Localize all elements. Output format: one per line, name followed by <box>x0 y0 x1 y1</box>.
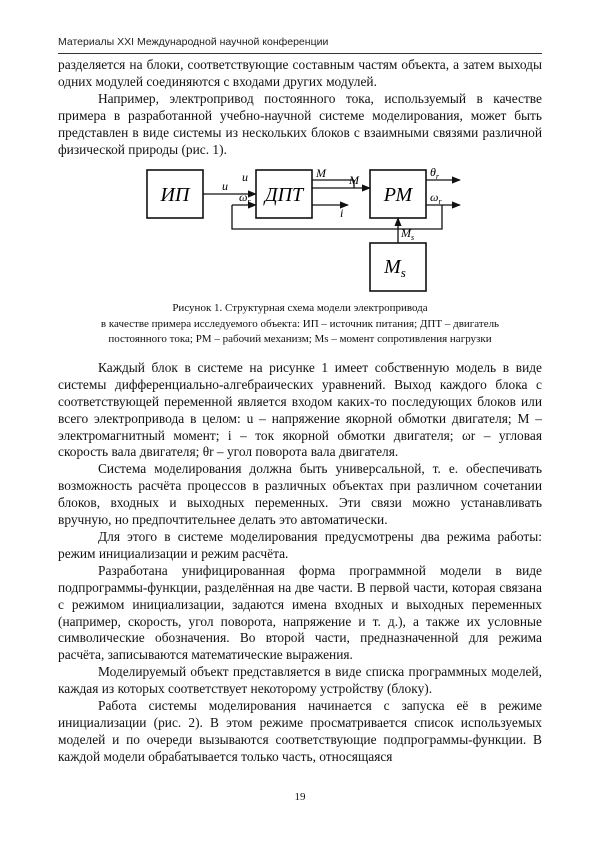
page-body <box>58 57 542 766</box>
block-ip-label: ИП <box>160 184 190 207</box>
paragraph-1: разделяется на блоки, соответствующие составным частям объекта, а затем выходы одних модулей соединяются с входами других модулей. <box>58 57 542 89</box>
running-header: Материалы XXI Международной научной конференции <box>58 36 329 48</box>
block-rm-label: РМ <box>383 184 413 207</box>
block-dpt-label: ДПТ <box>264 184 304 207</box>
caption-line-1: Рисунок 1. Структурная схема модели электропривода <box>172 302 428 315</box>
paragraph-5: Для этого в системе моделирования предусмотрены два режима работы: режим инициализации и режим расчёта. <box>58 529 542 561</box>
page-number: 19 <box>294 791 306 803</box>
block-ms-label: $M_s$ <box>384 256 406 281</box>
caption-line-3: постоянного тока; РМ – рабочий механизм; Ms – момент сопротивления нагрузки <box>108 333 492 346</box>
signal-ms-label: $M_s$ <box>401 226 415 243</box>
caption-line-2: в качестве примера исследуемого объекта: ИП – источник питания; ДПТ – двигатель <box>100 317 500 330</box>
signal-m-label-1: M <box>316 166 326 181</box>
signal-u-label-1: u <box>222 179 228 194</box>
paragraph-7: Моделируемый объект представляется в виде списка программных моделей, каждая из которых соответствует некоторому устройству (блоку). <box>58 664 542 697</box>
signal-u-label-2: u <box>242 170 248 185</box>
paragraph-6: Разработана унифицированная форма программной модели в виде подпрограммы-функции, разделённая на две части. В первой части, которая связана с режимом инициализации, задаются имена входных и выходных переменных (например, скорость, угол поворота, напряжение и т. д.), а также их условные символические обозначения. Во второй части, предназначенной для режима расчёта, записываются математические выражения. <box>58 562 542 663</box>
paragraph-4: Система моделирования должна быть универсальной, т. е. обеспечивать возможность расчёта процессов в различных объектах при различном сочетании блоков, входных и выходных переменных. Эти связи можно устанавливать вручную, но предпочтительнее делать это автоматически. <box>58 461 542 528</box>
signal-m-label-2: M <box>349 173 359 188</box>
signal-theta-out-label: $\theta_r$ <box>430 165 440 182</box>
header-rule <box>58 53 542 54</box>
signal-omega-out-label: $\omega_r$ <box>430 190 442 207</box>
paragraph-8: Работа системы моделирования начинается с запуска её в режиме инициализации (рис. 2). В этом режиме просматривается список используемых моделей и по очереди вызываются соответствующие подпрограммы-функции. В каждой модели обрабатывается только часть, относящаяся <box>58 698 542 764</box>
paragraph-2: Например, электропривод постоянного тока, используемый в качестве примера в разработанной учебно-научной системе моделирования, может быть представлен в виде системы из нескольких блоков с взаимными связями различной физической природы (рис. 1). <box>58 90 542 157</box>
figure-1-caption <box>58 301 542 348</box>
figure-1-diagram <box>58 161 542 301</box>
signal-omega-in-label: $\omega_r$ <box>239 190 251 207</box>
signal-i-label: i <box>340 206 344 221</box>
paragraph-3: Каждый блок в системе на рисунке 1 имеет собственную модель в виде системы дифференциально-алгебраических уравнений. Выход каждого блока с соответствующей переменной является входом каких-то последующих блоков или всего электропривода в целом: u – напряжение якорной обмотки двигателя; M – электромагнитный момент; i – ток якорной обмотки двигателя; ωr – угловая скорость вала двигателя; θr – угол поворота вала двигателя. <box>58 359 542 460</box>
